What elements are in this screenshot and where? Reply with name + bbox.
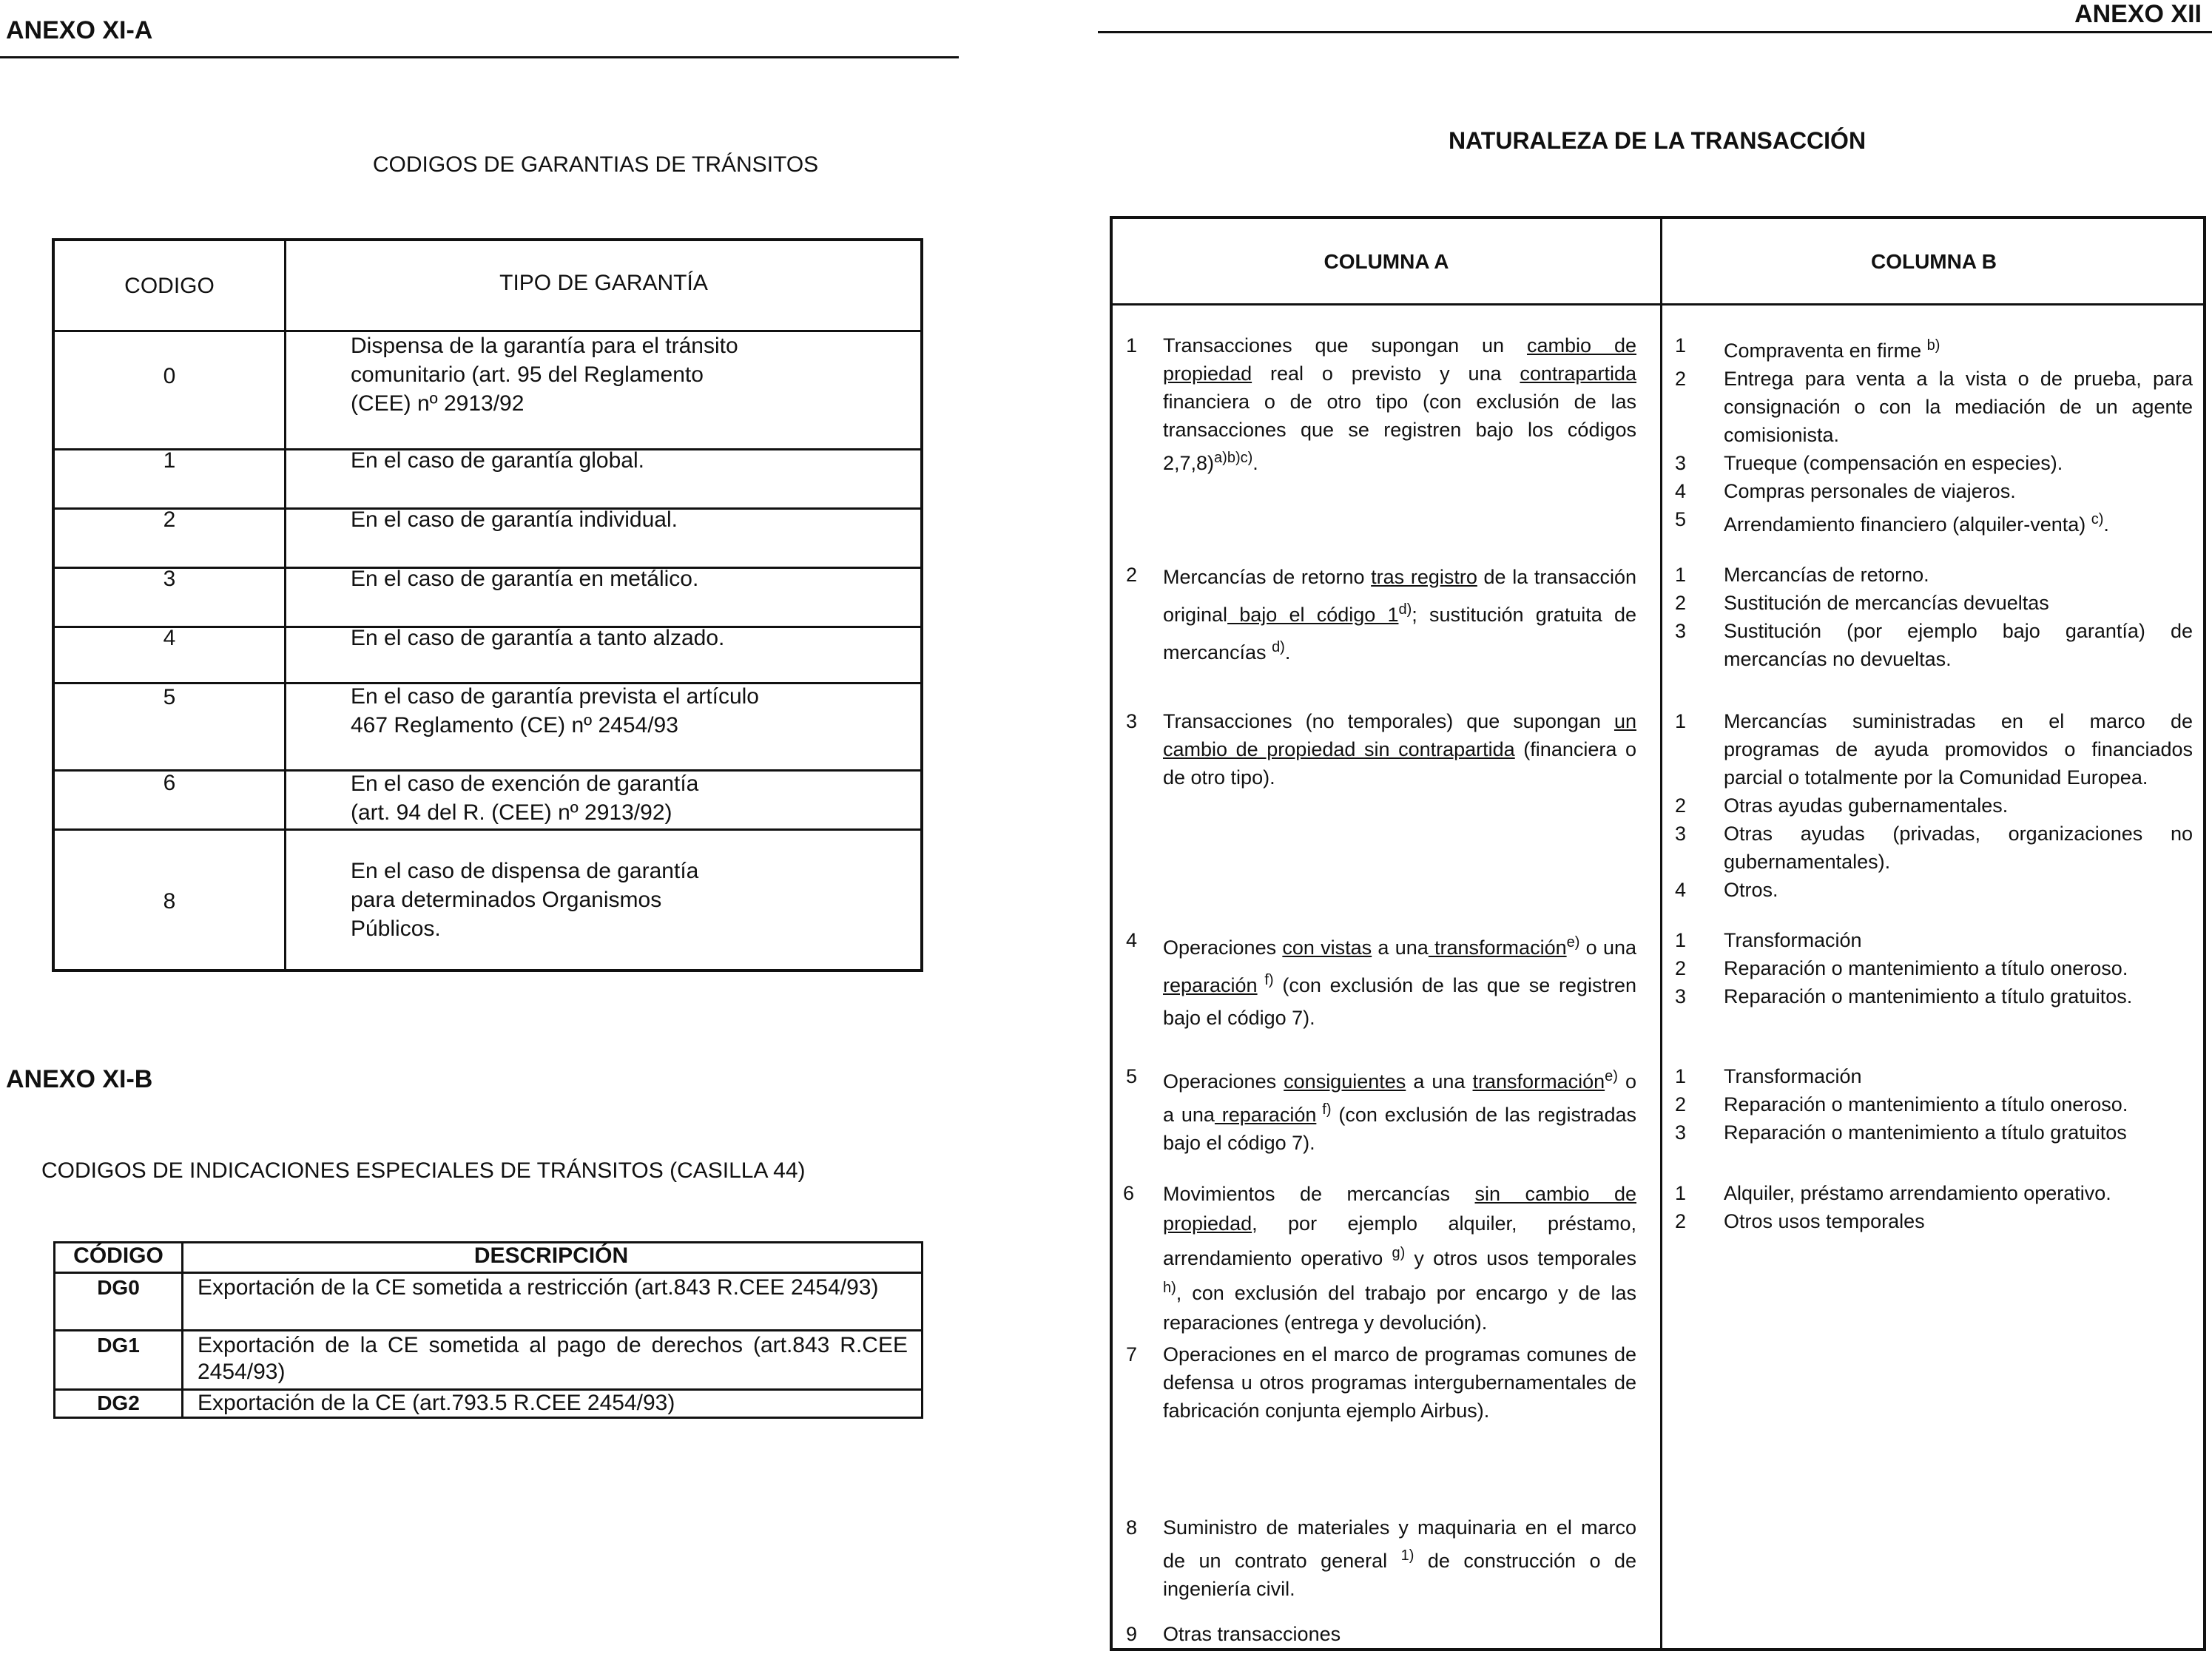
table-row-code: DG2 [97,1391,140,1414]
item-text [1163,707,1636,791]
table-row-desc [351,624,898,652]
item-text [1163,1340,1636,1425]
columna-b-group-6 [1675,1179,2193,1235]
text-run: y otros usos temporales [1405,1247,1636,1269]
anexo-xi-b-title: CODIGOS DE INDICACIONES ESPECIALES DE TRÁNSITOS (CASILLA 44) [41,1158,806,1183]
text-run: Operaciones [1163,936,1283,959]
header-divider [1113,303,2203,306]
desc-line: En el caso de garantía a tanto alzado. [351,626,725,650]
item-text: Reparación o mantenimiento a título gratuitos. [1724,985,2133,1007]
item-number: 7 [1126,1343,1138,1366]
list-item [1675,954,2193,982]
item-text [1163,1062,1636,1157]
item-number: 1 [1675,1182,1687,1204]
item-number: 3 [1126,710,1138,732]
desc-line: Públicos. [351,917,441,941]
text-run: , con exclusión del trabajo por encargo y de las reparaciones (entrega y devolución). [1163,1282,1636,1334]
footnote-ref: e) [1605,1068,1618,1084]
anexo-xii-heading: ANEXO XII [2074,0,2202,28]
list-item [1675,1090,2193,1118]
text-run: a una [1372,936,1429,959]
table-row-desc: Exportación de la CE (art.793.5 R.CEE 2454/93) [198,1391,675,1415]
table-row-desc [351,682,898,740]
desc-line: 467 Reglamento (CE) nº 2454/93 [351,713,678,737]
item-number: 3 [1675,452,1687,474]
text-run: (con exclusión de las registradas bajo el código 7). [1163,1104,1636,1154]
table-row-desc [351,505,898,534]
table-row-code: 1 [163,448,176,473]
header-columna-a: COLUMNA A [1324,250,1449,273]
item-number: 1 [1675,1065,1687,1087]
item-text: Transformación [1724,1065,1862,1087]
desc-line: En el caso de garantía prevista el artículo [351,684,759,709]
list-item [1675,1062,2193,1090]
item-text: Compraventa en firme [1724,340,1927,362]
footnote-ref: g) [1392,1245,1406,1261]
text-run: o a una [1163,1070,1636,1126]
row-divider [55,1272,921,1274]
underlined-run: cambio de propiedad [1163,334,1636,385]
item-number: 1 [1675,929,1687,951]
underlined-run: reparación [1214,1104,1317,1126]
columna-b-group-2 [1675,561,2193,673]
table-row-code: 3 [163,567,176,591]
item-text: Arrendamiento financiero (alquiler-venta) [1724,513,2091,536]
footnote-ref: c) [2091,511,2104,527]
item-number: 5 [1126,1065,1138,1087]
item-number: 5 [1675,508,1687,530]
table-row-code: DG0 [97,1276,140,1299]
text-run: real o previsto y una [1252,362,1520,385]
desc-line: En el caso de dispensa de garantía [351,859,699,883]
desc-line: (CEE) nº 2913/92 [351,391,525,416]
underlined-run: un cambio de propiedad sin contrapartida [1163,710,1636,760]
column-divider [1660,219,1662,1648]
item-text: Compras personales de viajeros. [1724,480,2016,502]
item-text: Entrega para venta a la vista o de prueba, para consignación o con la mediación de un agente comisionista. [1724,368,2193,446]
footnote-ref: f) [1316,1101,1332,1118]
item-number: 2 [1126,564,1138,586]
item-text: Otros. [1724,879,1778,901]
item-text [1163,1179,1636,1337]
list-item [1675,331,2193,365]
table-row-desc [351,769,898,827]
item-number: 4 [1126,929,1138,951]
columna-b-group-4 [1675,926,2193,1010]
underlined-run: reparación [1163,974,1258,996]
item-text [1163,331,1636,477]
columna-b-group-5 [1675,1062,2193,1147]
item-text [1163,561,1636,669]
table-row-desc [351,331,898,418]
list-item [1675,365,2193,449]
desc-line: para determinados Organismos [351,888,662,912]
text-run: de construcción o de ingeniería civil. [1163,1550,1636,1600]
list-item [1675,449,2193,477]
item-number: 3 [1675,823,1687,845]
text-run: (financiera o de otro tipo). [1163,738,1636,789]
item-text: Reparación o mantenimiento a título oneroso. [1724,1093,2128,1115]
underlined-run: con vistas [1282,936,1372,959]
item-number: 1 [1675,564,1687,586]
item-number: 6 [1123,1182,1135,1204]
item-number: 3 [1675,620,1687,642]
desc-line: En el caso de exención de garantía [351,772,699,796]
item-text: Otras ayudas (privadas, organizaciones no gubernamentales). [1724,823,2193,873]
list-item [1675,617,2193,673]
table-row-desc [351,857,898,943]
footnote-ref: d) [1272,639,1285,655]
item-number: 4 [1675,480,1687,502]
naturaleza-table [1110,216,2206,1651]
item-text: Otras ayudas gubernamentales. [1724,794,2009,817]
underlined-run: consiguientes [1284,1070,1406,1093]
table-row-code: 5 [163,685,176,709]
item-text: Reparación o mantenimiento a título gratuitos [1724,1121,2127,1144]
text-run: ; sustitución gratuita de mercancías [1163,604,1636,664]
item-text: Mercancías de retorno. [1724,564,1929,586]
anexo-xi-a-title: CODIGOS DE GARANTIAS DE TRÁNSITOS [372,152,819,177]
table-row-desc [351,446,898,475]
table-row-code: 2 [163,507,176,532]
text-run: Operaciones [1163,1070,1284,1093]
anexo-xi-a-heading: ANEXO XI-A [6,16,153,44]
footnote-ref: h) [1163,1280,1176,1296]
item-number: 9 [1126,1623,1138,1645]
item-number: 2 [1675,368,1687,390]
header-rule-right [1098,31,2212,33]
list-item [1675,1179,2193,1207]
text-run: Suministro de materiales y maquinaria en el marco de un contrato general [1163,1516,1636,1572]
text-run: Operaciones en el marco de programas comunes de defensa u otros programas intergubernamentales de fabricación conjunta ejemplo Airbus). [1163,1343,1636,1422]
item-text: Otros usos temporales [1724,1210,1925,1232]
list-item [1675,876,2193,904]
item-number: 2 [1675,592,1687,614]
item-text: Transformación [1724,929,1862,951]
underlined-run: bajo el código 1 [1227,604,1399,626]
columna-b-group-1 [1675,331,2193,539]
item-text [1163,926,1636,1034]
row-divider [55,828,920,831]
table-row-code: 6 [163,771,176,795]
footnote-ref: e) [1566,934,1580,951]
item-number: 1 [1126,334,1138,357]
footnote-ref: f) [1257,972,1274,988]
underlined-run: transformación [1472,1070,1605,1093]
item-number: 1 [1675,710,1687,732]
table-row-code: 4 [163,626,176,650]
text-run: . [1284,641,1291,664]
text-run: Transacciones que supongan un [1163,334,1527,357]
list-item [1675,982,2193,1010]
table-row-code: 0 [163,364,176,388]
desc-line: (art. 94 del R. (CEE) nº 2913/92) [351,800,672,825]
anexo-xi-b-heading: ANEXO XI-B [6,1065,153,1093]
item-number: 2 [1675,1210,1687,1232]
item-number: 3 [1675,1121,1687,1144]
underlined-run: transformación [1428,936,1567,959]
text-run: de la transacción original [1163,566,1637,626]
item-text: Mercancías suministradas en el marco de programas de ayuda promovidos o financiados parcial o totalmente por la Comunidad Europea. [1724,710,2193,789]
columna-b-group-3 [1675,707,2193,904]
row-divider [55,1329,921,1331]
text-run: (con exclusión de las que se registren bajo el código 7). [1163,974,1636,1029]
list-item [1675,1207,2193,1235]
underlined-run: sin cambio de propiedad [1163,1183,1636,1235]
anexo-xii-title: NATURALEZA DE LA TRANSACCIÓN [1448,127,1867,154]
header-descripcion: DESCRIPCIÓN [473,1243,629,1268]
desc-line: En el caso de garantía en metálico. [351,567,699,591]
text-run: Transacciones (no temporales) que supongan [1163,710,1614,732]
header-columna-b: COLUMNA B [1870,250,1997,273]
text-run: Otras transacciones [1163,1623,1341,1645]
item-number: 3 [1675,985,1687,1007]
text-run: financiera o de otro tipo (con exclusión de las transacciones que se registren bajo los códigos 2,7,8) [1163,391,1636,474]
underlined-run: contrapartida [1520,362,1636,385]
desc-line: En el caso de garantía global. [351,448,644,473]
item-number: 2 [1675,1093,1687,1115]
text-run: o una [1579,936,1636,959]
text-run: Movimientos de mercancías [1163,1183,1475,1205]
item-number: 1 [1675,334,1687,357]
item-number: 2 [1675,957,1687,979]
table-row-desc: Exportación de la CE sometida al pago de derechos (art.843 R.CEE 2454/93) [198,1333,908,1384]
text-run: . [1252,452,1258,474]
column-divider [284,241,286,969]
footnote-ref: a)b)c) [1214,450,1253,466]
header-tipo-garantia: TIPO DE GARANTÍA [499,271,708,295]
desc-line: comunitario (art. 95 del Reglamento [351,362,704,387]
text-run: , por ejemplo alquiler, préstamo, arrendamiento operativo [1163,1212,1636,1269]
item-text: Trueque (compensación en especies). [1724,452,2063,474]
item-text: Sustitución de mercancías devueltas [1724,592,2049,614]
list-item [1675,477,2193,505]
list-item [1675,505,2193,539]
desc-line: En el caso de garantía individual. [351,507,678,532]
table-row-code: 8 [163,889,176,914]
list-item [1675,926,2193,954]
item-number: 8 [1126,1516,1138,1539]
list-item [1675,561,2193,589]
footnote-ref: d) [1398,601,1412,618]
footnote-ref: b) [1926,337,1940,354]
list-item [1675,707,2193,791]
item-text [1163,1513,1636,1603]
list-item [1675,820,2193,876]
footnote-ref: 1) [1400,1547,1414,1564]
header-codigo: CODIGO [124,274,215,298]
garantias-table [52,238,923,972]
item-text: Sustitución (por ejemplo bajo garantía) de mercancías no devueltas. [1724,620,2193,670]
item-text: Reparación o mantenimiento a título oneroso. [1724,957,2128,979]
header-rule-left [0,56,959,58]
indicaciones-table [53,1241,923,1419]
header-codigo: CÓDIGO [73,1243,163,1268]
table-row-desc [351,564,898,593]
list-item [1675,1118,2193,1147]
item-number: 2 [1675,794,1687,817]
underlined-run: tras registro [1371,566,1477,588]
item-number: 4 [1675,879,1687,901]
text-run: a una [1406,1070,1473,1093]
list-item [1675,589,2193,617]
item-text: . [2103,513,2109,536]
table-row-desc: Exportación de la CE sometida a restricción (art.843 R.CEE 2454/93) [198,1275,879,1300]
list-item [1675,791,2193,820]
item-text: Alquiler, préstamo arrendamiento operativo. [1724,1182,2111,1204]
item-text [1163,1620,1636,1648]
text-run: Mercancías de retorno [1163,566,1372,588]
desc-line: Dispensa de la garantía para el tránsito [351,334,738,358]
table-row-code: DG1 [97,1334,140,1357]
